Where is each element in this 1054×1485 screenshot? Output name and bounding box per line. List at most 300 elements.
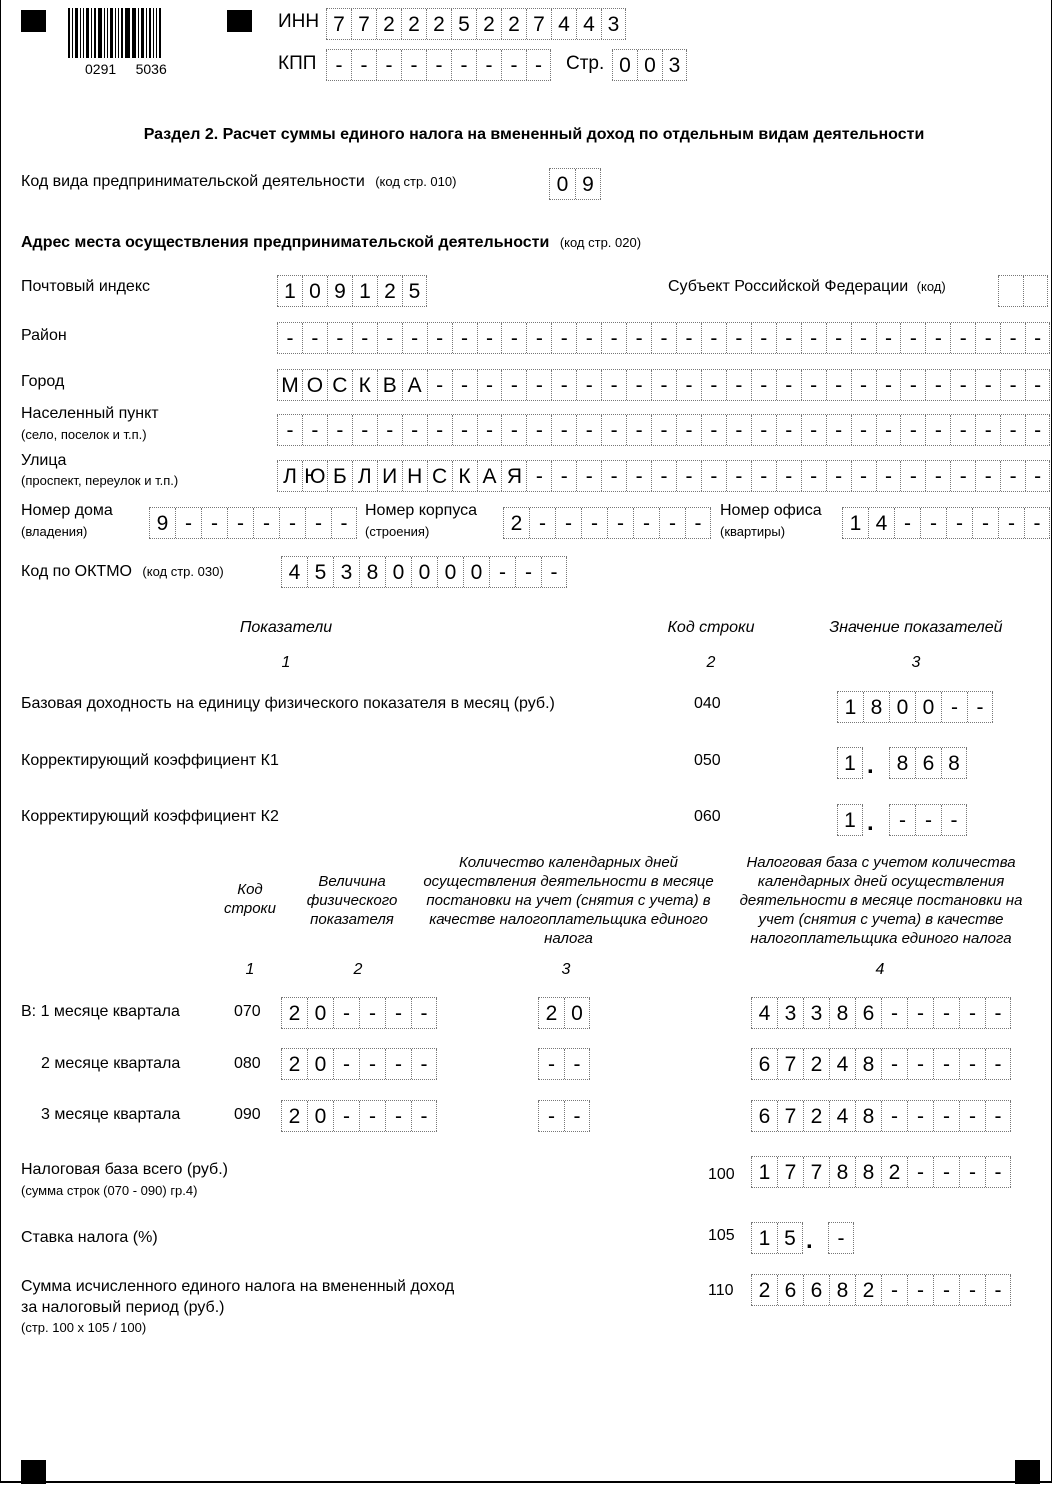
- cell[interactable]: -: [526, 323, 551, 353]
- cell[interactable]: 2: [803, 1049, 829, 1079]
- cell[interactable]: 1: [751, 1157, 777, 1187]
- row-080-days-field[interactable]: [538, 1048, 590, 1080]
- cell[interactable]: -: [907, 1275, 933, 1305]
- cell[interactable]: -: [907, 1157, 933, 1187]
- cell[interactable]: -: [751, 323, 776, 353]
- cell[interactable]: 1: [837, 805, 863, 835]
- cell[interactable]: -: [907, 1049, 933, 1079]
- cell[interactable]: -: [925, 415, 950, 445]
- district-field[interactable]: [277, 322, 1050, 354]
- cell[interactable]: -: [277, 323, 302, 353]
- k1-fraction-field[interactable]: [889, 747, 967, 779]
- cell[interactable]: 2: [476, 9, 501, 39]
- row-070-days-field[interactable]: [538, 997, 590, 1029]
- cell[interactable]: -: [933, 1101, 959, 1131]
- cell[interactable]: -: [933, 1157, 959, 1187]
- cell[interactable]: -: [941, 692, 967, 722]
- tax-rate-fraction-field[interactable]: [828, 1222, 854, 1254]
- cell[interactable]: -: [676, 415, 701, 445]
- region-code-field[interactable]: [998, 275, 1048, 307]
- cell[interactable]: 6: [803, 1275, 829, 1305]
- cell[interactable]: -: [925, 323, 950, 353]
- cell[interactable]: [998, 276, 1023, 306]
- cell[interactable]: 8: [855, 1049, 881, 1079]
- cell[interactable]: -: [327, 323, 352, 353]
- locality-field[interactable]: [277, 414, 1050, 446]
- cell[interactable]: 8: [941, 748, 967, 778]
- cell[interactable]: Ю: [302, 461, 327, 491]
- cell[interactable]: -: [351, 50, 376, 80]
- cell[interactable]: -: [201, 508, 227, 538]
- cell[interactable]: 0: [307, 1049, 333, 1079]
- tax-base-total-field[interactable]: [751, 1156, 1011, 1188]
- cell[interactable]: 6: [751, 1101, 777, 1131]
- cell[interactable]: 0: [307, 998, 333, 1028]
- cell[interactable]: -: [985, 1101, 1011, 1131]
- cell[interactable]: 1: [837, 748, 863, 778]
- cell[interactable]: 7: [777, 1101, 803, 1131]
- row-090-base-field[interactable]: [751, 1100, 1011, 1132]
- cell[interactable]: -: [933, 998, 959, 1028]
- cell[interactable]: -: [576, 415, 601, 445]
- cell[interactable]: -: [907, 998, 933, 1028]
- cell[interactable]: [1023, 276, 1048, 306]
- cell[interactable]: 9: [575, 169, 601, 199]
- cell[interactable]: -: [985, 1157, 1011, 1187]
- cell[interactable]: -: [385, 998, 411, 1028]
- cell[interactable]: 8: [889, 748, 915, 778]
- cell[interactable]: -: [501, 50, 526, 80]
- cell[interactable]: 8: [863, 692, 889, 722]
- cell[interactable]: -: [776, 461, 801, 491]
- cell[interactable]: -: [1000, 370, 1025, 400]
- cell[interactable]: -: [701, 323, 726, 353]
- cell[interactable]: 9: [149, 508, 175, 538]
- cell[interactable]: 0: [612, 50, 637, 80]
- cell[interactable]: -: [302, 323, 327, 353]
- cell[interactable]: -: [1000, 323, 1025, 353]
- cell[interactable]: -: [333, 998, 359, 1028]
- cell[interactable]: 7: [777, 1049, 803, 1079]
- oktmo-field[interactable]: [281, 556, 567, 588]
- cell[interactable]: -: [601, 415, 626, 445]
- cell[interactable]: А: [402, 370, 427, 400]
- cell[interactable]: -: [253, 508, 279, 538]
- cell[interactable]: -: [402, 415, 427, 445]
- cell[interactable]: -: [985, 1275, 1011, 1305]
- cell[interactable]: -: [889, 805, 915, 835]
- cell[interactable]: -: [551, 370, 576, 400]
- cell[interactable]: -: [894, 508, 920, 538]
- cell[interactable]: 3: [333, 557, 359, 587]
- cell[interactable]: -: [426, 50, 451, 80]
- row-070-physical-field[interactable]: [281, 997, 437, 1029]
- cell[interactable]: -: [359, 1049, 385, 1079]
- cell[interactable]: М: [277, 370, 302, 400]
- cell[interactable]: -: [564, 1049, 590, 1079]
- row-090-physical-field[interactable]: [281, 1100, 437, 1132]
- cell[interactable]: Б: [327, 461, 352, 491]
- activity-code-field[interactable]: [549, 168, 601, 200]
- cell[interactable]: -: [279, 508, 305, 538]
- cell[interactable]: 0: [411, 557, 437, 587]
- cell[interactable]: 2: [426, 9, 451, 39]
- cell[interactable]: -: [626, 415, 651, 445]
- cell[interactable]: -: [359, 1101, 385, 1131]
- cell[interactable]: -: [385, 1049, 411, 1079]
- cell[interactable]: 8: [359, 557, 385, 587]
- cell[interactable]: 1: [277, 276, 302, 306]
- house-number-field[interactable]: [149, 507, 357, 539]
- cell[interactable]: -: [551, 323, 576, 353]
- cell[interactable]: -: [959, 1049, 985, 1079]
- cell[interactable]: 4: [829, 1049, 855, 1079]
- cell[interactable]: -: [515, 557, 541, 587]
- cell[interactable]: 2: [281, 1101, 307, 1131]
- cell[interactable]: 2: [376, 9, 401, 39]
- kpp-field[interactable]: [326, 49, 551, 81]
- cell[interactable]: -: [626, 370, 651, 400]
- cell[interactable]: 6: [915, 748, 941, 778]
- cell[interactable]: -: [477, 323, 502, 353]
- cell[interactable]: 2: [401, 9, 426, 39]
- cell[interactable]: С: [327, 370, 352, 400]
- cell[interactable]: -: [538, 1049, 564, 1079]
- cell[interactable]: -: [933, 1275, 959, 1305]
- cell[interactable]: -: [538, 1101, 564, 1131]
- cell[interactable]: -: [900, 415, 925, 445]
- cell[interactable]: -: [377, 415, 402, 445]
- cell[interactable]: -: [751, 370, 776, 400]
- cell[interactable]: -: [950, 370, 975, 400]
- cell[interactable]: 2: [538, 998, 564, 1028]
- cell[interactable]: 5: [777, 1223, 803, 1253]
- cell[interactable]: -: [933, 1049, 959, 1079]
- cell[interactable]: 1: [352, 276, 377, 306]
- cell[interactable]: -: [541, 557, 567, 587]
- cell[interactable]: -: [1000, 415, 1025, 445]
- city-field[interactable]: [277, 369, 1050, 401]
- k1-integer-field[interactable]: [837, 747, 863, 779]
- cell[interactable]: 8: [855, 1157, 881, 1187]
- cell[interactable]: -: [385, 1101, 411, 1131]
- cell[interactable]: -: [801, 323, 826, 353]
- cell[interactable]: -: [946, 508, 972, 538]
- cell[interactable]: 0: [307, 1101, 333, 1131]
- cell[interactable]: -: [925, 370, 950, 400]
- cell[interactable]: 0: [463, 557, 489, 587]
- cell[interactable]: -: [402, 323, 427, 353]
- cell[interactable]: -: [726, 323, 751, 353]
- cell[interactable]: -: [685, 508, 711, 538]
- cell[interactable]: -: [175, 508, 201, 538]
- cell[interactable]: Л: [352, 461, 377, 491]
- postal-index-field[interactable]: [277, 275, 427, 307]
- tax-rate-integer-field[interactable]: [751, 1222, 803, 1254]
- cell[interactable]: -: [1024, 508, 1050, 538]
- cell[interactable]: -: [601, 370, 626, 400]
- tax-sum-field[interactable]: [751, 1274, 1011, 1306]
- cell[interactable]: Я: [501, 461, 526, 491]
- cell[interactable]: -: [651, 461, 676, 491]
- cell[interactable]: И: [377, 461, 402, 491]
- cell[interactable]: -: [277, 415, 302, 445]
- cell[interactable]: -: [950, 415, 975, 445]
- cell[interactable]: -: [555, 508, 581, 538]
- cell[interactable]: 0: [437, 557, 463, 587]
- cell[interactable]: 1: [837, 692, 863, 722]
- cell[interactable]: -: [826, 461, 851, 491]
- cell[interactable]: К: [352, 370, 377, 400]
- cell[interactable]: -: [985, 998, 1011, 1028]
- cell[interactable]: 7: [526, 9, 551, 39]
- cell[interactable]: -: [411, 998, 437, 1028]
- cell[interactable]: Л: [277, 461, 302, 491]
- cell[interactable]: -: [401, 50, 426, 80]
- cell[interactable]: -: [975, 370, 1000, 400]
- page-number-field[interactable]: [612, 49, 687, 81]
- cell[interactable]: -: [1000, 461, 1025, 491]
- cell[interactable]: -: [1025, 323, 1050, 353]
- cell[interactable]: -: [333, 1101, 359, 1131]
- cell[interactable]: 2: [803, 1101, 829, 1131]
- cell[interactable]: 3: [662, 50, 687, 80]
- cell[interactable]: -: [959, 1275, 985, 1305]
- cell[interactable]: -: [333, 1049, 359, 1079]
- cell[interactable]: -: [359, 998, 385, 1028]
- cell[interactable]: -: [676, 323, 701, 353]
- cell[interactable]: -: [881, 1101, 907, 1131]
- cell[interactable]: -: [972, 508, 998, 538]
- cell[interactable]: -: [526, 461, 551, 491]
- cell[interactable]: -: [477, 370, 502, 400]
- k2-integer-field[interactable]: [837, 804, 863, 836]
- cell[interactable]: А: [477, 461, 502, 491]
- cell[interactable]: 4: [576, 9, 601, 39]
- cell[interactable]: -: [900, 370, 925, 400]
- base-income-field[interactable]: [837, 691, 993, 723]
- cell[interactable]: -: [411, 1049, 437, 1079]
- cell[interactable]: -: [427, 370, 452, 400]
- cell[interactable]: 0: [564, 998, 590, 1028]
- cell[interactable]: -: [576, 323, 601, 353]
- cell[interactable]: -: [726, 461, 751, 491]
- cell[interactable]: 2: [377, 276, 402, 306]
- cell[interactable]: -: [676, 461, 701, 491]
- cell[interactable]: -: [826, 323, 851, 353]
- cell[interactable]: 2: [503, 508, 529, 538]
- cell[interactable]: 0: [637, 50, 662, 80]
- cell[interactable]: -: [227, 508, 253, 538]
- cell[interactable]: -: [551, 415, 576, 445]
- cell[interactable]: -: [900, 323, 925, 353]
- cell[interactable]: -: [998, 508, 1024, 538]
- cell[interactable]: -: [452, 415, 477, 445]
- cell[interactable]: -: [826, 370, 851, 400]
- cell[interactable]: -: [501, 370, 526, 400]
- cell[interactable]: 2: [281, 998, 307, 1028]
- cell[interactable]: -: [851, 461, 876, 491]
- cell[interactable]: -: [326, 50, 351, 80]
- cell[interactable]: -: [828, 1223, 854, 1253]
- cell[interactable]: -: [411, 1101, 437, 1131]
- cell[interactable]: -: [352, 415, 377, 445]
- row-080-physical-field[interactable]: [281, 1048, 437, 1080]
- cell[interactable]: 5: [307, 557, 333, 587]
- cell[interactable]: -: [776, 323, 801, 353]
- row-070-base-field[interactable]: [751, 997, 1011, 1029]
- cell[interactable]: -: [601, 323, 626, 353]
- cell[interactable]: 2: [501, 9, 526, 39]
- cell[interactable]: -: [1025, 415, 1050, 445]
- row-080-base-field[interactable]: [751, 1048, 1011, 1080]
- cell[interactable]: 3: [803, 998, 829, 1028]
- cell[interactable]: 7: [803, 1157, 829, 1187]
- cell[interactable]: -: [451, 50, 476, 80]
- cell[interactable]: -: [920, 508, 946, 538]
- cell[interactable]: 6: [777, 1275, 803, 1305]
- cell[interactable]: -: [801, 461, 826, 491]
- cell[interactable]: -: [427, 323, 452, 353]
- cell[interactable]: -: [776, 415, 801, 445]
- cell[interactable]: -: [427, 415, 452, 445]
- cell[interactable]: 5: [451, 9, 476, 39]
- cell[interactable]: -: [950, 323, 975, 353]
- cell[interactable]: -: [801, 370, 826, 400]
- cell[interactable]: 8: [829, 1275, 855, 1305]
- cell[interactable]: -: [601, 461, 626, 491]
- cell[interactable]: -: [305, 508, 331, 538]
- cell[interactable]: -: [476, 50, 501, 80]
- cell[interactable]: -: [801, 415, 826, 445]
- cell[interactable]: -: [526, 50, 551, 80]
- cell[interactable]: -: [489, 557, 515, 587]
- cell[interactable]: -: [327, 415, 352, 445]
- cell[interactable]: -: [900, 461, 925, 491]
- cell[interactable]: -: [876, 370, 901, 400]
- inn-field[interactable]: [326, 8, 626, 40]
- cell[interactable]: 0: [889, 692, 915, 722]
- cell[interactable]: -: [876, 461, 901, 491]
- cell[interactable]: 6: [751, 1049, 777, 1079]
- office-number-field[interactable]: [842, 507, 1050, 539]
- cell[interactable]: -: [701, 415, 726, 445]
- street-field[interactable]: [277, 460, 1050, 492]
- cell[interactable]: -: [881, 1049, 907, 1079]
- cell[interactable]: 1: [842, 508, 868, 538]
- cell[interactable]: -: [876, 415, 901, 445]
- cell[interactable]: -: [985, 1049, 1011, 1079]
- cell[interactable]: -: [975, 323, 1000, 353]
- cell[interactable]: -: [925, 461, 950, 491]
- cell[interactable]: К: [452, 461, 477, 491]
- cell[interactable]: -: [959, 998, 985, 1028]
- cell[interactable]: -: [776, 370, 801, 400]
- cell[interactable]: -: [1025, 370, 1050, 400]
- cell[interactable]: 2: [751, 1275, 777, 1305]
- cell[interactable]: -: [950, 461, 975, 491]
- cell[interactable]: -: [633, 508, 659, 538]
- cell[interactable]: 8: [855, 1101, 881, 1131]
- cell[interactable]: -: [726, 370, 751, 400]
- cell[interactable]: -: [576, 370, 601, 400]
- cell[interactable]: -: [881, 1275, 907, 1305]
- cell[interactable]: -: [907, 1101, 933, 1131]
- cell[interactable]: -: [876, 323, 901, 353]
- cell[interactable]: -: [915, 805, 941, 835]
- cell[interactable]: -: [676, 370, 701, 400]
- cell[interactable]: О: [302, 370, 327, 400]
- cell[interactable]: 1: [751, 1223, 777, 1253]
- cell[interactable]: С: [427, 461, 452, 491]
- cell[interactable]: -: [526, 415, 551, 445]
- cell[interactable]: -: [941, 805, 967, 835]
- cell[interactable]: 2: [281, 1049, 307, 1079]
- cell[interactable]: -: [651, 323, 676, 353]
- cell[interactable]: 7: [777, 1157, 803, 1187]
- cell[interactable]: 9: [327, 276, 352, 306]
- cell[interactable]: 4: [868, 508, 894, 538]
- cell[interactable]: -: [581, 508, 607, 538]
- cell[interactable]: Н: [402, 461, 427, 491]
- cell[interactable]: -: [726, 415, 751, 445]
- cell[interactable]: -: [826, 415, 851, 445]
- k2-fraction-field[interactable]: [889, 804, 967, 836]
- cell[interactable]: -: [651, 415, 676, 445]
- cell[interactable]: 0: [385, 557, 411, 587]
- cell[interactable]: -: [967, 692, 993, 722]
- cell[interactable]: -: [302, 415, 327, 445]
- cell[interactable]: -: [501, 323, 526, 353]
- cell[interactable]: -: [529, 508, 555, 538]
- cell[interactable]: -: [959, 1157, 985, 1187]
- cell[interactable]: -: [452, 370, 477, 400]
- cell[interactable]: -: [564, 1101, 590, 1131]
- cell[interactable]: 4: [551, 9, 576, 39]
- cell[interactable]: 0: [915, 692, 941, 722]
- cell[interactable]: -: [659, 508, 685, 538]
- cell[interactable]: -: [452, 323, 477, 353]
- cell[interactable]: 8: [829, 1157, 855, 1187]
- cell[interactable]: 5: [402, 276, 427, 306]
- cell[interactable]: -: [352, 323, 377, 353]
- cell[interactable]: 4: [751, 998, 777, 1028]
- cell[interactable]: -: [975, 415, 1000, 445]
- cell[interactable]: В: [377, 370, 402, 400]
- cell[interactable]: -: [626, 323, 651, 353]
- cell[interactable]: 4: [829, 1101, 855, 1131]
- cell[interactable]: 2: [855, 1275, 881, 1305]
- cell[interactable]: -: [526, 370, 551, 400]
- cell[interactable]: -: [1025, 461, 1050, 491]
- cell[interactable]: 0: [549, 169, 575, 199]
- row-090-days-field[interactable]: [538, 1100, 590, 1132]
- cell[interactable]: -: [651, 370, 676, 400]
- cell[interactable]: 4: [281, 557, 307, 587]
- cell[interactable]: -: [851, 370, 876, 400]
- cell[interactable]: 6: [855, 998, 881, 1028]
- cell[interactable]: 8: [829, 998, 855, 1028]
- cell[interactable]: -: [881, 998, 907, 1028]
- cell[interactable]: 7: [351, 9, 376, 39]
- cell[interactable]: -: [626, 461, 651, 491]
- cell[interactable]: -: [376, 50, 401, 80]
- cell[interactable]: -: [959, 1101, 985, 1131]
- cell[interactable]: 2: [881, 1157, 907, 1187]
- cell[interactable]: 0: [302, 276, 327, 306]
- cell[interactable]: -: [851, 415, 876, 445]
- cell[interactable]: 3: [777, 998, 803, 1028]
